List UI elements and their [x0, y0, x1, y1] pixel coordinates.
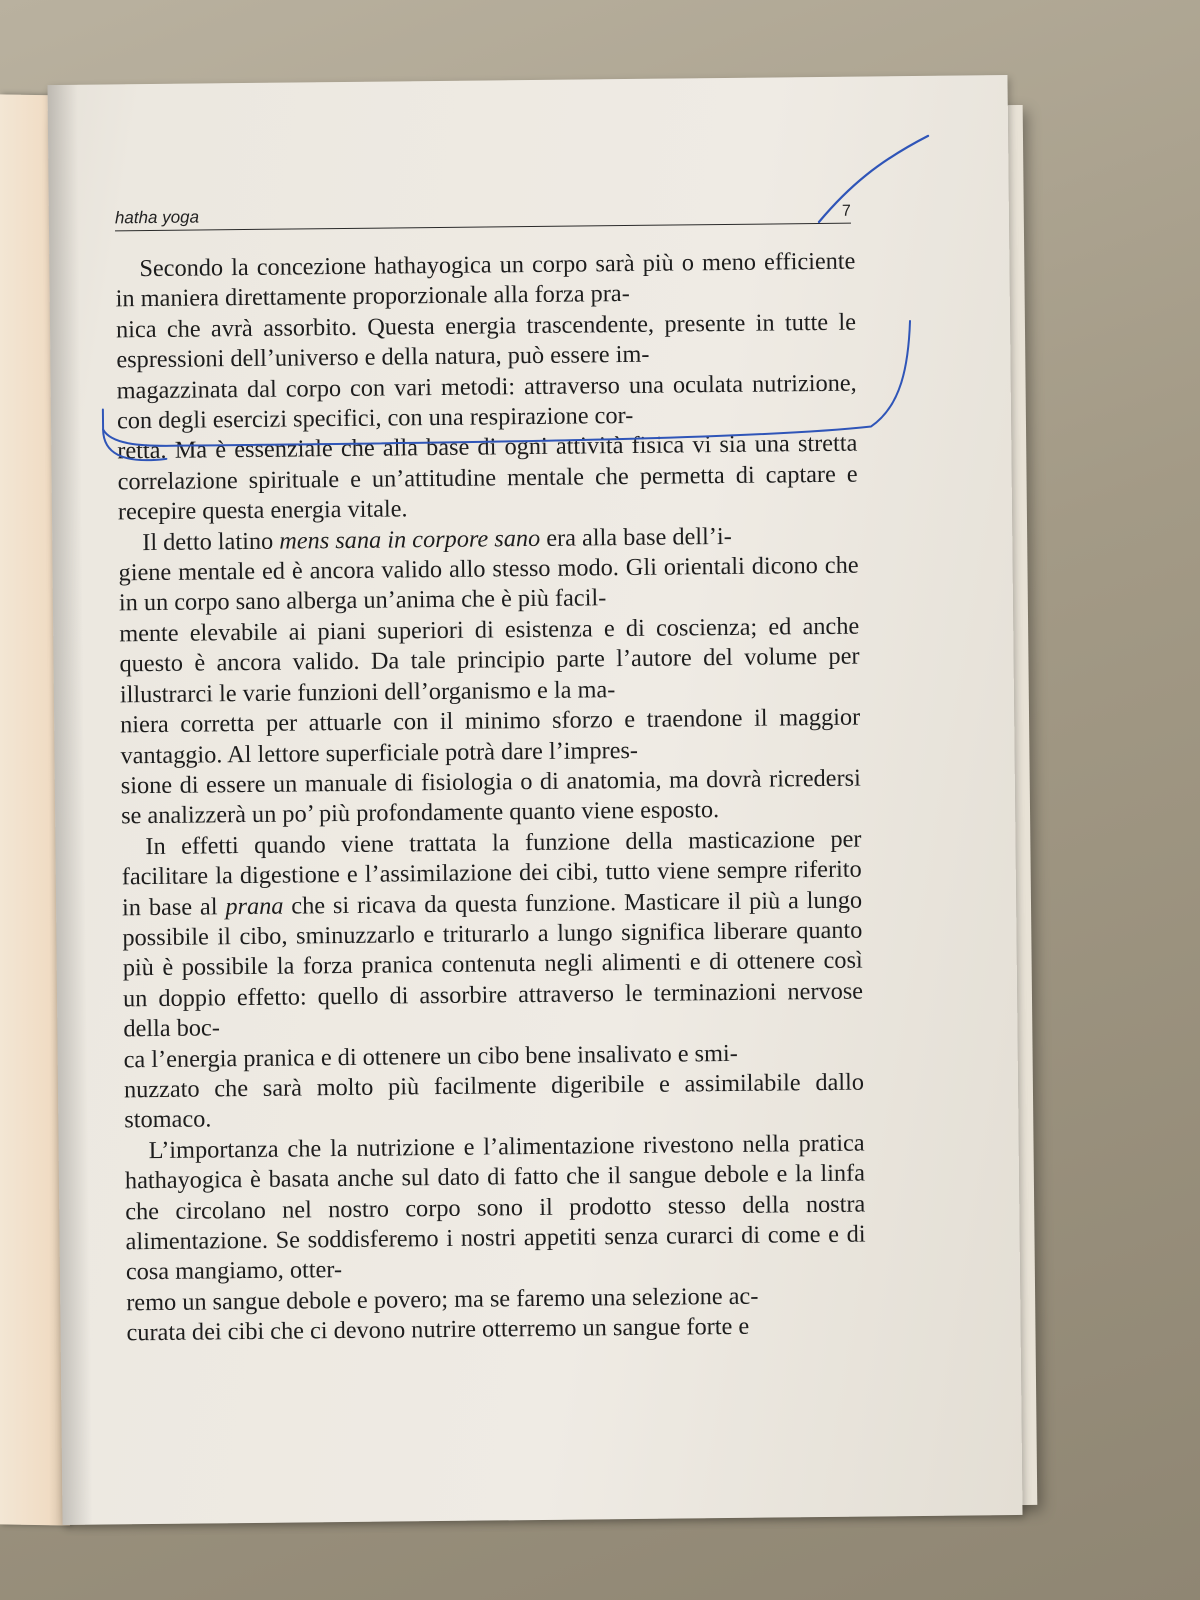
body-text [115, 247, 866, 1349]
paragraph-2-rest: era alla base dell’i- giene mentale ed è ancora valido allo stesso modo. Gli orientali dicono che in un corpo sano alberga un’anima che è più facil- mente elevabile ai piani superiori di esistenza e di coscienza; ed anche questo è ancora valido. Da tale principio parte l’autore del volume per illustrarci le varie funzioni dell’organismo e la ma- niera corretta per attuarle con il minimo sforzo e traendone il maggior vantaggio. Al lettore superficiale potrà dare l’impres- sione di essere un manuale di fisiologia o di anatomia, ma dovrà ricredersi se analizzerà un po’ più profondamente quanto viene esposto. [118, 522, 861, 830]
paragraph-4: L’importanza che la nutrizione e l’alimentazione rivestono nella pratica hathayogica è basata anche sul dato di fatto che il sangue debole e la linfa che circolano nel nostro corpo sono il prodotto stesso della nostra alimentazione. Se soddisferemo i nostri appetiti senza curarci di come e di cosa mangiamo, otter- remo un sangue debole e povero; ma se faremo una selezione ac- curata dei cibi che ci devono nutrire otterremo un sangue forte e [124, 1129, 866, 1347]
paragraph-3-rest: che si ricava da questa funzione. Masticare il più a lungo possibile il cibo, sminuzzarlo e triturarlo a lungo significa liberare quanto più è possibile la forza pranica contenuta negli alimenti e di ottenere così un doppio effetto: quello di assorbire attraverso le terminazioni nervose della boc- ca l’energia pranica e di ottenere un cibo bene insalivato e smi- nuzzato che sarà molto più facilmente digeribile e assimilabile dallo stomaco. [122, 886, 865, 1134]
book-page [47, 75, 1022, 1525]
prana-term: prana [225, 892, 284, 920]
paragraph-2-lead: Il detto latino [142, 527, 280, 556]
paragraph-3-lead: In effetti quando viene trattata la funzione della masticazione per facilitare la digestione e l’assimilazione dei cibi, tutto viene sempre riferito in base al [121, 825, 862, 921]
paragraph-2 [118, 520, 861, 832]
running-title: hatha yoga [114, 207, 200, 228]
running-head [115, 195, 851, 232]
page-number: 7 [841, 202, 851, 220]
latin-motto: mens sana in corpore sano [279, 524, 541, 555]
paragraph-3 [121, 824, 864, 1136]
paragraph-1: Secondo la concezione hathayogica un corpo sarà più o meno efficiente in maniera direttamente proporzionale alla forza pra- nica che avrà assorbito. Questa energia trascendente, presente in tutte le espressioni dell’universo e della natura, può essere im- magazzinata dal corpo con vari metodi: attraverso una oculata nutrizione, con degli esercizi specifici, con una respirazione cor- retta. Ma è essenziale che alla base di ogni attività fisica vi sia una stretta correlazione spirituale e un’attitudine mentale che permetta di captare e recepire questa energia vitale. [115, 247, 858, 526]
